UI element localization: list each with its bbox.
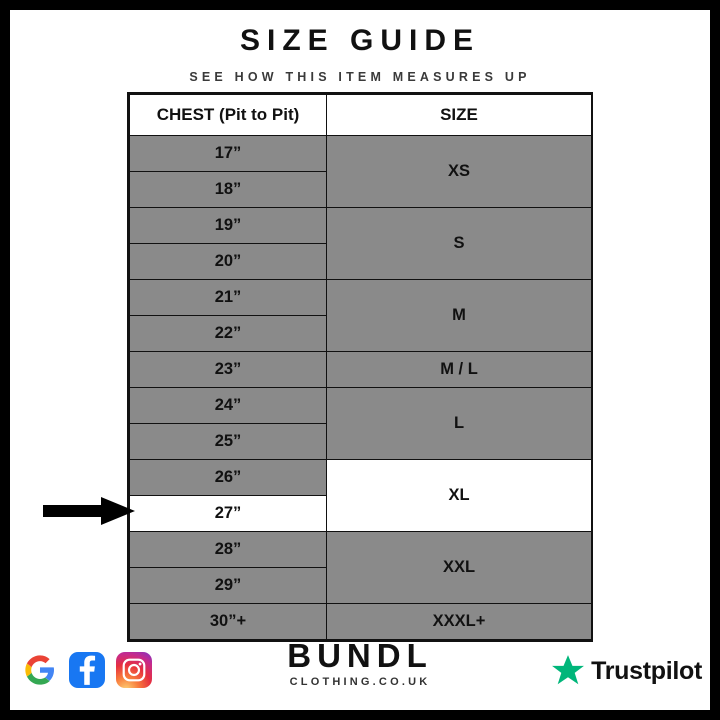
column-header-chest: CHEST (Pit to Pit) [130, 95, 327, 136]
chest-cell: 17” [130, 136, 327, 172]
page-title: SIZE GUIDE [239, 24, 481, 57]
brand-domain: CLOTHING.CO.UK [289, 676, 431, 688]
size-guide-card [10, 10, 710, 710]
size-cell: M / L [327, 352, 592, 388]
chest-cell: 18” [130, 172, 327, 208]
table-row [130, 352, 592, 388]
size-cell: XS [327, 136, 592, 208]
chest-cell: 29” [130, 568, 327, 604]
table-row [130, 208, 592, 244]
chest-cell: 21” [130, 280, 327, 316]
chest-cell: 19” [130, 208, 327, 244]
size-cell: S [327, 208, 592, 280]
table-row [130, 136, 592, 172]
table-row-highlighted [130, 460, 592, 496]
chest-cell: 24” [130, 388, 327, 424]
column-header-size: SIZE [327, 95, 592, 136]
chest-cell: 30”+ [130, 604, 327, 640]
chest-cell: 23” [130, 352, 327, 388]
chest-cell: 26” [130, 460, 327, 496]
size-cell-selected: XL [327, 460, 592, 532]
table-row [130, 532, 592, 568]
size-cell: XXL [327, 532, 592, 604]
table-row [130, 604, 592, 640]
table-row [130, 388, 592, 424]
size-cell: M [327, 280, 592, 352]
chest-cell: 22” [130, 316, 327, 352]
size-cell: XXXL+ [327, 604, 592, 640]
trustpilot-badge[interactable] [551, 654, 702, 688]
chest-cell: 20” [130, 244, 327, 280]
page-subtitle: SEE HOW THIS ITEM MEASURES UP [189, 70, 531, 84]
table-row [130, 280, 592, 316]
trustpilot-star-icon [551, 654, 585, 688]
chest-cell-selected: 27” [130, 496, 327, 532]
brand-name: BUNDL [287, 637, 433, 674]
size-cell: L [327, 388, 592, 460]
chest-cell: 28” [130, 532, 327, 568]
trustpilot-label: Trustpilot [591, 656, 702, 685]
size-chart [127, 92, 593, 642]
selected-size-arrow-icon [43, 497, 135, 525]
table-header-row [130, 95, 592, 136]
footer [10, 638, 710, 710]
chest-cell: 25” [130, 424, 327, 460]
